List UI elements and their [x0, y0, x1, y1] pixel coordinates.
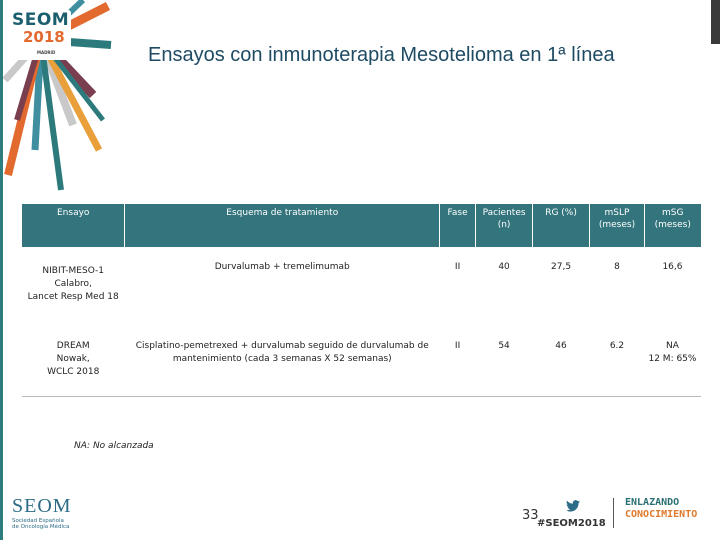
twitter-bird-icon — [566, 500, 580, 512]
page-number: 33 — [522, 508, 539, 523]
cell-msg — [644, 247, 700, 323]
logo-seom-text: SEOM — [12, 10, 70, 30]
cell-ensayo — [22, 323, 125, 397]
logo-year-text: 2018 — [23, 28, 65, 46]
header-msg: mSG (meses) — [644, 204, 700, 247]
cell-esquema: Cisplatino-pemetrexed + durvalumab seguido de durvalumab de mantenimiento (cada 3 semanas X 52 semanas) — [125, 323, 440, 397]
ensayo-line: Calabro, — [54, 279, 92, 289]
trials-table — [22, 204, 701, 397]
seom-footer-logo — [12, 495, 72, 530]
header-ensayo: Ensayo — [22, 204, 125, 247]
footer-society-line: de Oncología Médica — [12, 524, 70, 530]
cell-ensayo — [22, 247, 125, 323]
table-row — [22, 323, 701, 397]
msg-line: 16,6 — [662, 262, 683, 272]
cell-fase: II — [440, 323, 476, 397]
cell-pacientes: 54 — [476, 323, 533, 397]
ensayo-line: WCLC 2018 — [47, 367, 100, 377]
cell-fase: II — [440, 247, 476, 323]
slogan — [625, 497, 697, 521]
header-fase: Fase — [440, 204, 476, 247]
slogan-line: ENLAZANDO — [625, 497, 680, 508]
footer-society-line: Sociedad Española — [12, 518, 64, 524]
footer-seom-text: SEOM — [12, 495, 72, 517]
cell-rg: 27,5 — [533, 247, 590, 323]
slide-title: Ensayos con inmunoterapia Mesotelioma en 1ª línea — [148, 44, 615, 66]
cell-pacientes: 40 — [476, 247, 533, 323]
ensayo-line: Lancet Resp Med 18 — [27, 292, 119, 302]
footer-divider — [613, 498, 614, 528]
slogan-line: CONOCIMIENTO — [625, 509, 698, 520]
cell-mslp: 6.2 — [590, 323, 645, 397]
cell-rg: 46 — [533, 323, 590, 397]
table-header-row — [22, 204, 701, 247]
header-esquema: Esquema de tratamiento — [125, 204, 440, 247]
hashtag: #SEOM2018 — [537, 518, 606, 529]
msg-line: 12 M: 65% — [648, 354, 697, 364]
header-rg: RG (%) — [533, 204, 590, 247]
cell-esquema: Durvalumab + tremelimumab — [125, 247, 440, 323]
cell-mslp: 8 — [590, 247, 645, 323]
cell-msg — [644, 323, 700, 397]
msg-line: NA — [666, 341, 679, 351]
ensayo-line: Nowak, — [56, 354, 90, 364]
ensayo-line: DREAM — [56, 341, 90, 351]
ensayo-line: NIBIT-MESO-1 — [42, 266, 104, 276]
footnote: NA: No alcanzada — [74, 441, 154, 451]
header-pacientes: Pacientes (n) — [476, 204, 533, 247]
seom-2018-logo — [3, 0, 113, 198]
logo-city-text: MADRID — [37, 50, 56, 55]
header-mslp: mSLP (meses) — [590, 204, 645, 247]
right-corner-tab — [711, 0, 720, 44]
table-row — [22, 247, 701, 323]
